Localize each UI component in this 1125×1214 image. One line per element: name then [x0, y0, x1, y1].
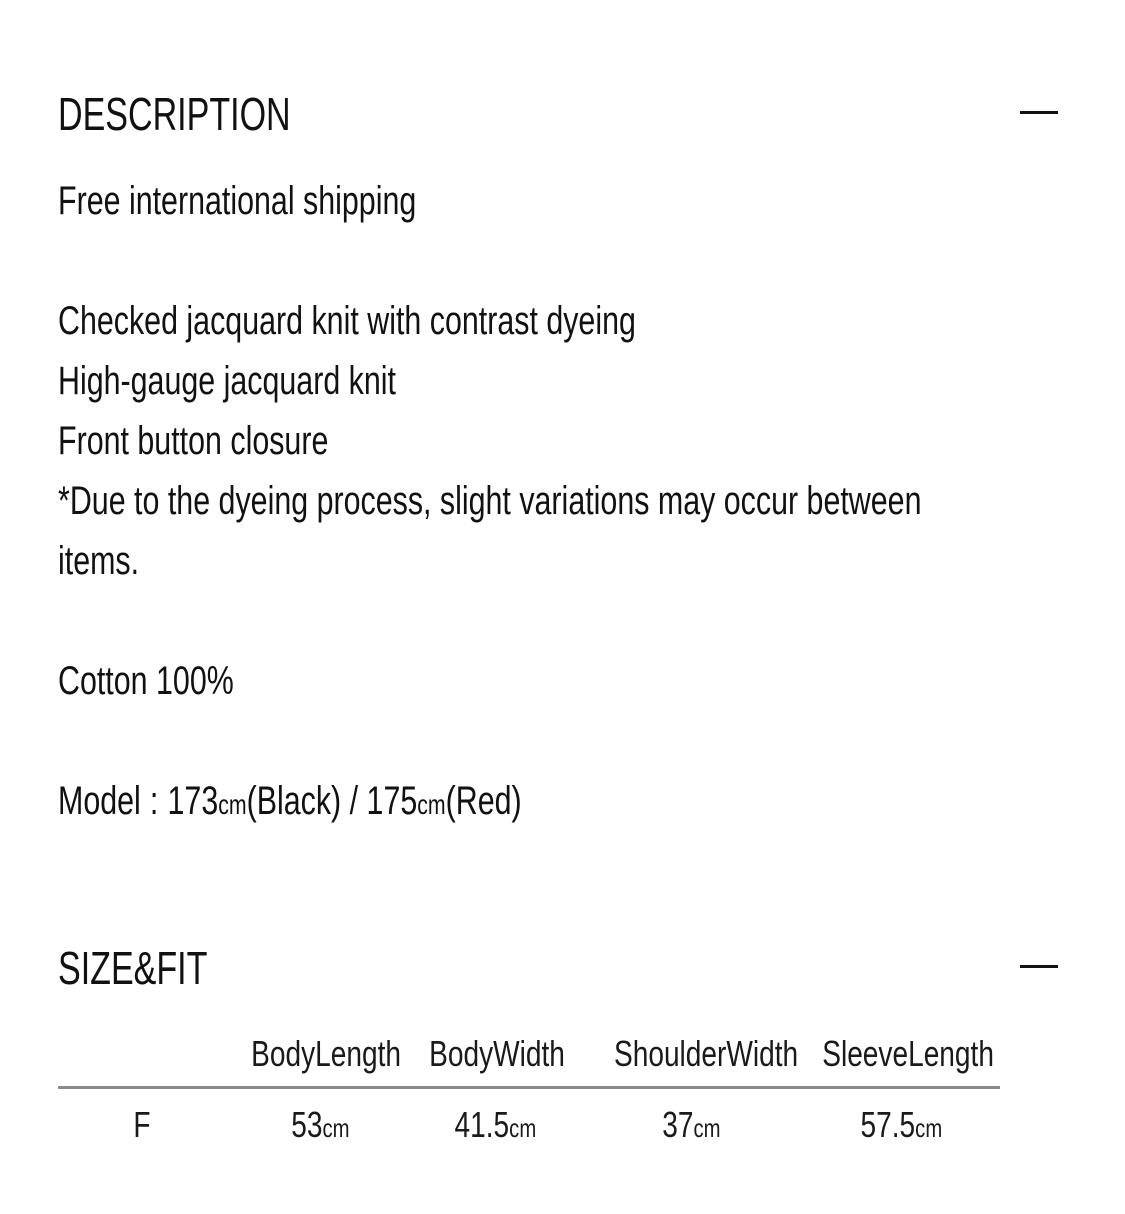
description-title: DESCRIPTION [58, 88, 291, 140]
column-header-label: ShoulderWidth [613, 1033, 799, 1074]
size-label: F [133, 1104, 151, 1145]
size-cell [102, 1100, 182, 1150]
model-separator: : [149, 779, 159, 823]
model-divider: / [349, 779, 359, 823]
body-width-cell [410, 1100, 580, 1150]
measure-unit: cm [914, 1113, 942, 1143]
column-header-label: BodyLength [251, 1033, 402, 1074]
feature-line: High-gauge jacquard knit [58, 359, 396, 403]
measure-value: 53 [290, 1104, 323, 1145]
body-length-cell [230, 1100, 410, 1150]
feature-line: *Due to the dyeing process, slight variations may occur between [58, 479, 922, 523]
column-header-body-length [230, 1026, 410, 1082]
table-divider [58, 1086, 1000, 1089]
model-red-height: 175 [366, 779, 418, 823]
column-header-sleeve-length [798, 1026, 1004, 1082]
measure-value: 37 [661, 1104, 694, 1145]
measure-value: 57.5 [860, 1104, 915, 1145]
feature-line: Checked jacquard knit with contrast dyeing [58, 299, 636, 343]
measure-value: 41.5 [454, 1104, 509, 1145]
measure-unit: cm [693, 1113, 721, 1143]
size-fit-title: SIZE&FIT [58, 942, 208, 994]
description-collapse-minus-icon[interactable] [1020, 111, 1058, 114]
feature-line: items. [58, 539, 140, 583]
shipping-text: Free international shipping [58, 179, 417, 223]
model-black-height: 173 [167, 779, 219, 823]
size-fit-header[interactable] [58, 938, 1058, 998]
sleeve-length-cell [798, 1100, 1004, 1150]
description-header[interactable] [58, 84, 1058, 144]
column-header-body-width [410, 1026, 580, 1082]
model-red-unit: cm [417, 789, 446, 820]
shoulder-width-cell [588, 1100, 794, 1150]
feature-line: Front button closure [58, 419, 329, 463]
model-label: Model [58, 779, 141, 823]
column-header-label: SleeveLength [822, 1033, 994, 1074]
column-header-label: BodyWidth [429, 1033, 565, 1074]
measure-unit: cm [322, 1113, 350, 1143]
model-red-color: (Red) [445, 779, 522, 823]
measure-unit: cm [508, 1113, 536, 1143]
model-black-color: (Black) [246, 779, 342, 823]
size-fit-collapse-minus-icon[interactable] [1020, 965, 1058, 968]
model-info [58, 776, 522, 830]
model-black-unit: cm [218, 789, 247, 820]
material-text: Cotton 100% [58, 659, 234, 703]
column-header-shoulder-width [588, 1026, 799, 1082]
